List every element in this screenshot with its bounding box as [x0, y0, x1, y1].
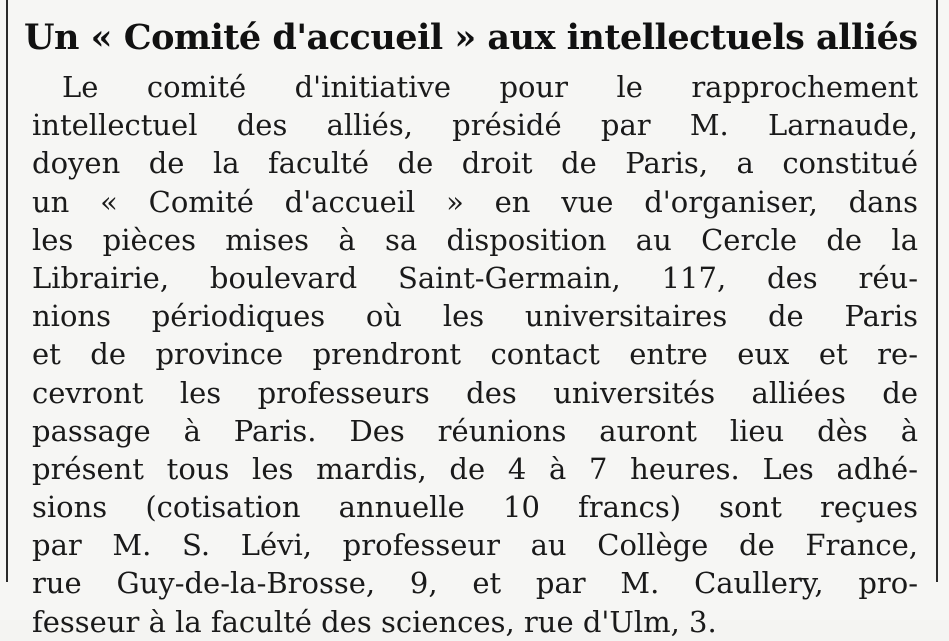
article-line: et de province prendront contact entre eux et re- — [32, 337, 918, 372]
article-line: cevront les professeurs des universités alliées de — [32, 375, 918, 410]
article-line: sions (cotisation annuelle 10 francs) sont reçues — [32, 490, 918, 525]
article-line: doyen de la faculté de droit de Paris, a constitué — [32, 146, 918, 181]
left-column-rule — [6, 0, 8, 582]
article-line: nions périodiques où les universitaires de Paris — [32, 299, 918, 334]
article-line: Librairie, boulevard Saint-Germain, 117, des réu- — [32, 260, 918, 295]
article-line: les pièces mises à sa disposition au Cercle de la — [32, 222, 918, 257]
article-line: intellectuel des alliés, présidé par M. Larnaude, — [32, 108, 918, 143]
article-line: Le comité d'initiative pour le rapprochement — [62, 70, 918, 104]
article-line: rue Guy-de-la-Brosse, 9, et par M. Caullery, pro- — [32, 566, 918, 601]
article-line: fesseur à la faculté des sciences, rue d'Ulm, 3. — [32, 604, 717, 639]
article-line: présent tous les mardis, de 4 à 7 heures. Les adhé- — [32, 451, 918, 486]
article-line: par M. S. Lévi, professeur au Collège de France, — [32, 528, 918, 563]
article-line: un « Comité d'accueil » en vue d'organiser, dans — [32, 184, 918, 219]
article-headline: Un « Comité d'accueil » aux intellectuels alliés — [24, 17, 918, 58]
article-body — [32, 68, 918, 641]
right-column-rule — [936, 0, 938, 582]
article-line: passage à Paris. Des réunions auront lieu dès à — [32, 413, 918, 448]
